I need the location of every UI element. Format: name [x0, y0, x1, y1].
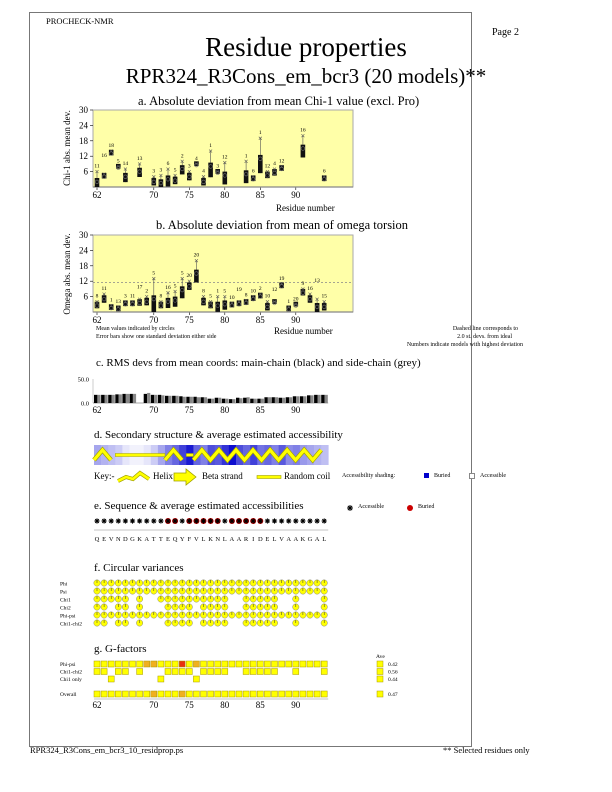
y-tick-label: 30	[79, 230, 88, 240]
gf-overall-box	[122, 691, 128, 697]
model-number-label: 10	[250, 288, 256, 295]
model-number-label: 8	[244, 292, 248, 299]
gf-chi1chi2-box	[101, 669, 107, 675]
model-number-label: 5	[209, 293, 212, 300]
x-tick-label: 85	[255, 315, 265, 325]
model-number-label: 1	[287, 298, 291, 305]
gf-overall-box	[264, 691, 270, 697]
gf-chi1chi2-box	[293, 669, 299, 675]
gf-overall-box	[151, 691, 157, 697]
sequence-letter: E	[102, 536, 107, 543]
model-number-label: 3	[152, 168, 156, 175]
model-number-label: 2	[258, 286, 262, 293]
gf-phipsi-box	[137, 661, 143, 667]
model-number-label: 6	[251, 168, 255, 175]
sequence-letter: V	[108, 536, 114, 543]
model-number-label: 5	[116, 158, 120, 165]
sequence-letter: G	[307, 536, 313, 543]
x-tick-label: 70	[149, 700, 159, 710]
x-tick-label: 62	[92, 315, 102, 325]
model-number-label: 15	[321, 293, 327, 300]
x-tick-label: 70	[149, 405, 159, 415]
gf-phipsi-box	[307, 661, 313, 667]
ss-shading-label: Accessibility shading:	[342, 473, 396, 479]
gf-overall-box	[272, 691, 278, 697]
cv-row-label: Chi2	[60, 605, 71, 612]
model-number-label: 1	[244, 153, 248, 160]
x-tick-label: 90	[291, 190, 301, 200]
x-tick-label: 90	[291, 315, 301, 325]
model-number-label: 3	[216, 163, 220, 170]
sequence-letter: A	[144, 536, 150, 543]
y-tick-label: 24	[79, 245, 88, 256]
sequence-letter: D	[257, 536, 263, 543]
ss-key-strand-label: Beta strand	[202, 471, 243, 481]
gf-phipsi-box	[108, 661, 114, 667]
gf-phipsi-box	[236, 661, 242, 667]
y-tick-label: 6	[83, 291, 88, 302]
gf-phipsi-box	[208, 661, 214, 667]
gf-phipsi-box	[94, 661, 100, 667]
model-number-label: 4	[273, 161, 276, 168]
gf-overall-box	[144, 691, 150, 697]
cv-row-label: Phi	[60, 581, 68, 588]
gf-overall-box	[186, 691, 192, 697]
gf-overall-box	[293, 691, 299, 697]
gf-chi1chi2-box	[208, 669, 214, 675]
gf-avg-value: 0.42	[388, 662, 398, 668]
gf-overall-box	[300, 691, 306, 697]
gf-phipsi-box	[144, 661, 150, 667]
sequence-letter: V	[194, 536, 199, 543]
gf-chi1chi2-box	[257, 669, 263, 675]
gf-avg-box	[377, 691, 383, 697]
model-number-label: 18	[108, 143, 114, 150]
gf-overall-box	[208, 691, 214, 697]
gf-overall-box	[279, 691, 285, 697]
gf-overall-box	[172, 691, 178, 697]
x-tick-label: 62	[92, 700, 102, 710]
x-tick-label: 70	[149, 315, 159, 325]
sequence-letter: A	[236, 536, 242, 543]
model-number-label: 14	[122, 161, 129, 168]
gf-phipsi-box	[300, 661, 306, 667]
gf-overall-box	[257, 691, 263, 697]
y-tick-label: 12	[79, 276, 88, 287]
gf-avg-value: 0.47	[388, 692, 398, 698]
footer-note: ** Selected residues only	[443, 745, 530, 755]
model-number-label: 1	[258, 130, 262, 137]
model-number-label: 2	[145, 288, 149, 295]
x-tick-label: 75	[184, 315, 194, 325]
gf-chi1chi2-box	[186, 669, 192, 675]
sequence-letter: A	[229, 536, 235, 543]
gf-overall-box	[115, 691, 121, 697]
model-number-label: 12	[222, 154, 228, 161]
gf-phipsi-box	[279, 661, 285, 667]
model-number-label: 4	[202, 168, 205, 175]
page-title: Residue properties	[205, 32, 407, 62]
y-tick-label: 12	[79, 151, 88, 162]
model-number-label: 16	[101, 153, 107, 160]
chart-b-note-stdev: 2.0 st. devs. from ideal	[457, 334, 512, 340]
gf-phipsi-box	[250, 661, 256, 667]
x-tick-label: 80	[220, 315, 230, 325]
gf-phipsi-box	[193, 661, 199, 667]
sequence-letter: E	[265, 536, 270, 543]
gf-avg-value: 0.56	[388, 669, 398, 676]
cv-row-label: Phi-psi	[60, 613, 76, 620]
sequence-letter: T	[158, 536, 163, 543]
sequence-letter: E	[166, 536, 170, 543]
x-tick-label: 75	[184, 405, 194, 415]
model-number-label: 11	[101, 286, 107, 293]
gf-row-label: Chi1 only	[60, 677, 82, 683]
model-number-label: 1	[209, 143, 212, 150]
gf-avg-box	[377, 661, 383, 667]
x-tick-label: 85	[255, 190, 265, 200]
gf-overall-box	[307, 691, 313, 697]
gf-phipsi-box	[321, 661, 327, 667]
gf-phipsi-box	[243, 661, 249, 667]
model-number-label: 1	[109, 297, 113, 304]
chart-b-note-dashed: Dashed line corresponds to	[452, 326, 518, 332]
gf-phipsi-box	[257, 661, 263, 667]
program-name: PROCHECK-NMR	[46, 16, 114, 26]
gf-avg-box	[377, 669, 383, 675]
model-number-label: 16	[165, 284, 171, 291]
x-tick-label: 85	[255, 700, 265, 710]
sequence-letter: Q	[172, 536, 178, 543]
seq-accessible-label: Accessible	[358, 504, 384, 510]
seq-title: e. Sequence & average estimated accessibilities	[94, 500, 304, 512]
gf-row-label: Phi-psi	[60, 662, 76, 668]
cv-row-label: Chi1-chi2	[60, 621, 82, 628]
gf-phipsi-box	[293, 661, 299, 667]
y-tick-label: 50.0	[77, 376, 89, 384]
gf-row-label: Chi1-chi2	[60, 669, 82, 676]
model-number-label: 19	[236, 287, 242, 294]
cv-row-label: Chi1	[60, 597, 71, 604]
ss-accessible-label: Accessible	[480, 473, 506, 479]
gf-overall-box	[101, 691, 107, 697]
model-number-label: 10	[264, 293, 271, 300]
sequence-letter: V	[279, 536, 284, 543]
x-tick-label: 80	[220, 190, 230, 200]
model-number-label: 4	[195, 155, 198, 162]
model-number-label: 3	[159, 167, 163, 174]
page-subtitle: RPR324_R3Cons_em_bcr3 (20 models)**	[125, 64, 487, 88]
sequence-letter: L	[201, 536, 206, 543]
sequence-letter: L	[222, 536, 227, 543]
y-tick-label: 6	[83, 166, 88, 177]
x-tick-label: 85	[255, 405, 265, 415]
gf-title: g. G-factors	[94, 643, 147, 655]
y-tick-label: 18	[79, 260, 88, 271]
gf-chi1chi2-box	[243, 669, 249, 675]
model-number-label: 17	[136, 284, 143, 291]
gf-chi1chi2-box	[321, 669, 327, 675]
model-number-label: 8	[202, 288, 205, 295]
gf-phipsi-box	[101, 661, 107, 667]
seq-buried-label: Buried	[418, 504, 435, 510]
y-axis-label: Chi-1 abs. mean dev.	[62, 110, 72, 186]
chart-c-title: c. RMS devs from mean coords: main-chain (black) and side-chain (grey)	[96, 357, 421, 369]
chart-b-note-numbers: Numbers indicate models with highest deviation	[406, 342, 523, 348]
gf-phipsi-box	[151, 661, 157, 667]
sequence-letter: Q	[94, 536, 100, 543]
chart-b-title: b. Absolute deviation from mean of omega torsion	[156, 218, 409, 232]
model-number-label: 8	[159, 293, 163, 300]
model-number-label: 3	[124, 293, 127, 300]
sequence-letter: R	[243, 536, 249, 543]
chart-b-note-errorbars: Error bars show one standard deviation either side	[96, 334, 217, 340]
model-number-label: 13	[136, 155, 143, 162]
gf-phipsi-box	[201, 661, 207, 667]
x-tick-label: 80	[220, 700, 230, 710]
gf-phipsi-box	[158, 661, 164, 667]
gf-chi1chi2-box	[115, 669, 121, 675]
model-number-label: 3	[187, 163, 191, 170]
model-number-label: 1	[216, 288, 220, 295]
cv-title: f. Circular variances	[94, 562, 184, 574]
gf-chi1only-box	[158, 676, 164, 682]
gf-phipsi-box	[222, 661, 228, 667]
sequence-letter: T	[151, 536, 156, 543]
model-number-label: 16	[300, 127, 306, 134]
gf-phipsi-box	[229, 661, 235, 667]
gf-phipsi-box	[165, 661, 171, 667]
gf-chi1chi2-box	[222, 669, 228, 675]
gf-overall-box	[158, 691, 164, 697]
sequence-letter: Y	[179, 536, 185, 543]
gf-chi1chi2-box	[122, 669, 128, 675]
sequence-letter: K	[300, 536, 306, 543]
sequence-letter: L	[272, 536, 277, 543]
model-number-label: 19	[278, 275, 285, 282]
gf-chi1chi2-box	[179, 669, 185, 675]
sequence-letter: D	[123, 536, 128, 543]
gf-chi1chi2-box	[201, 669, 207, 675]
gf-overall-box	[130, 691, 136, 697]
gf-overall-box	[193, 691, 199, 697]
gf-phipsi-box	[286, 661, 292, 667]
sequence-letter: K	[208, 536, 213, 543]
model-number-label: 11	[129, 293, 136, 300]
x-tick-label: 75	[184, 700, 194, 710]
gf-chi1only-box	[108, 676, 114, 682]
gf-overall-box	[243, 691, 249, 697]
chart-a-title: a. Absolute deviation from mean Chi-1 value (excl. Pro)	[138, 94, 420, 108]
model-number-label: 12	[264, 163, 271, 170]
y-tick-label: 0.0	[80, 400, 89, 408]
gf-chi1chi2-box	[264, 669, 270, 675]
gf-chi1chi2-box	[215, 669, 221, 675]
ss-key-label: Key:-	[94, 471, 115, 481]
chart-b-note-mean: Mean values indicated by circles	[96, 326, 175, 332]
gf-avg-value: 0.44	[388, 677, 398, 683]
model-number-label: 9	[301, 280, 305, 287]
gf-chi1chi2-box	[165, 669, 171, 675]
model-number-label: 12	[271, 287, 278, 294]
gf-phipsi-box	[314, 661, 320, 667]
y-axis-label: Omega abs. mean dev.	[62, 233, 72, 315]
y-tick-label: 24	[79, 120, 88, 131]
model-number-label: 13	[115, 298, 122, 305]
model-number-label: 20	[293, 296, 299, 303]
sequence-letter: N	[215, 536, 221, 543]
gf-avg-box	[377, 676, 383, 682]
model-number-label: 5	[173, 167, 177, 174]
x-tick-label: 62	[92, 405, 102, 415]
page-number: Page 2	[492, 27, 519, 38]
model-number-label: 10	[229, 295, 235, 302]
gf-chi1only-box	[193, 676, 199, 682]
ss-key-coil-label: Random coil	[284, 471, 331, 481]
gf-overall-box	[321, 691, 327, 697]
sequence-letter: G	[130, 536, 135, 543]
model-number-label: 16	[307, 286, 313, 293]
y-tick-label: 18	[79, 135, 88, 146]
gf-chi1chi2-box	[172, 669, 178, 675]
gf-overall-box	[286, 691, 292, 697]
gf-chi1chi2-box	[272, 669, 278, 675]
gf-chi1chi2-box	[137, 669, 143, 675]
model-number-label: 20	[193, 252, 200, 259]
gf-phipsi-box	[186, 661, 192, 667]
model-number-label: 6	[322, 168, 326, 175]
gf-phipsi-box	[115, 661, 121, 667]
model-number-label: 6	[166, 161, 170, 168]
gf-overall-box	[94, 691, 100, 697]
x-tick-label: 62	[92, 190, 102, 200]
sequence-letter: I	[252, 536, 255, 543]
gf-overall-box	[201, 691, 207, 697]
gf-overall-box	[165, 691, 171, 697]
gf-chi1chi2-box	[94, 669, 100, 675]
gf-avg-header: Ave	[376, 654, 385, 660]
footer-filename: RPR324_R3Cons_em_bcr3_10_residprop.ps	[30, 745, 184, 755]
x-tick-label: 80	[220, 405, 230, 415]
x-tick-label: 90	[291, 405, 301, 415]
model-number-label: 5	[152, 270, 156, 277]
gf-overall-box	[222, 691, 228, 697]
gf-phipsi-box	[130, 661, 136, 667]
gf-overall-box	[215, 691, 221, 697]
model-number-label: 5	[173, 283, 177, 290]
model-number-label: 5	[180, 270, 184, 277]
sequence-letter: L	[322, 536, 327, 543]
gf-chi1chi2-box	[250, 669, 256, 675]
gf-overall-box	[229, 691, 235, 697]
x-tick-label: 70	[149, 190, 159, 200]
gf-phipsi-box	[122, 661, 128, 667]
model-number-label: 20	[186, 273, 193, 280]
x-tick-label: 90	[291, 700, 301, 710]
model-number-label: 5	[223, 288, 227, 295]
gf-overall-box	[179, 691, 185, 697]
gf-overall-box	[250, 691, 256, 697]
sequence-letter: K	[137, 536, 142, 543]
sequence-letter: A	[286, 536, 292, 543]
sequence-letter: F	[187, 536, 192, 543]
chart-a-xlabel: Residue number	[276, 203, 335, 213]
cv-row-label: Psi	[60, 589, 67, 596]
model-number-label: 12	[278, 158, 285, 165]
ss-key-helix-label: Helix	[153, 471, 173, 481]
gf-overall-box	[236, 691, 242, 697]
ss-buried-label: Buried	[434, 473, 451, 479]
x-tick-label: 75	[184, 190, 194, 200]
model-number-label: 2	[180, 153, 184, 160]
sequence-letter: A	[293, 536, 299, 543]
gf-phipsi-box	[179, 661, 185, 667]
ss-title: d. Secondary structure & average estimated accessibility	[94, 429, 343, 441]
model-number-label: 11	[94, 163, 100, 170]
gf-overall-box	[314, 691, 320, 697]
gf-overall-box	[108, 691, 114, 697]
model-number-label: 8	[95, 293, 99, 300]
y-tick-label: 30	[79, 105, 88, 115]
sequence-letter: N	[115, 536, 121, 543]
gf-overall-box	[137, 691, 143, 697]
gf-phipsi-box	[172, 661, 178, 667]
model-number-label: 13	[314, 278, 320, 285]
sequence-letter: A	[314, 536, 320, 543]
chart-b-xlabel: Residue number	[274, 326, 333, 336]
gf-phipsi-box	[272, 661, 278, 667]
gf-phipsi-box	[215, 661, 221, 667]
gf-row-label: Overall	[60, 692, 77, 698]
gf-phipsi-box	[264, 661, 270, 667]
